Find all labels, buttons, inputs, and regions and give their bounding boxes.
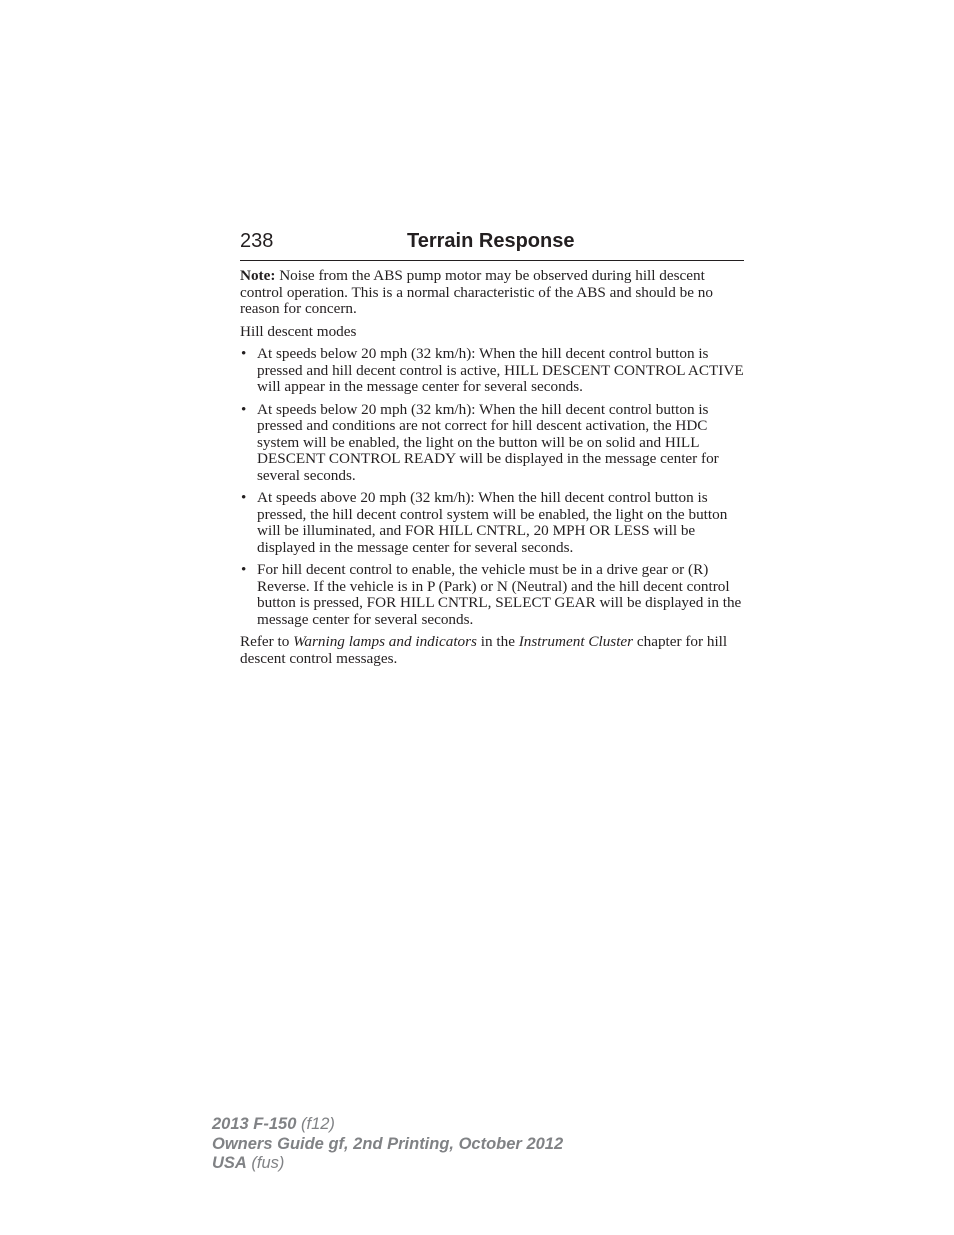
page-header	[240, 228, 744, 261]
list-item	[240, 562, 746, 628]
bullet-icon: •	[241, 400, 247, 418]
footer-market-line	[212, 1154, 563, 1174]
hill-descent-modes-list	[240, 346, 746, 628]
list-item	[240, 346, 746, 396]
reference-warning-lamps: Warning lamps and indicators	[293, 633, 477, 650]
modes-intro: Hill descent modes	[240, 322, 357, 340]
note-label: Note:	[240, 267, 276, 284]
footer-model: 2013 F-150	[212, 1115, 297, 1133]
note-paragraph	[240, 268, 746, 318]
bullet-icon: •	[241, 345, 247, 362]
list-item	[240, 402, 746, 485]
list-item-text: At speeds above 20 mph (32 km/h): When the hill decent control button is pressed, the hill decent control system will be enabled, the light on the button will be illuminated, and FOR HILL CNTRL, 20 MPH OR LESS will be displayed in the message center for several seconds.	[257, 489, 728, 556]
page-footer	[212, 1115, 563, 1174]
section-title: Terrain Response	[407, 230, 575, 252]
footer-market-code: (fus)	[246, 1154, 285, 1172]
footer-model-code: (f12)	[296, 1115, 335, 1133]
reference-suffix: chapter for hill descent control messages.	[240, 633, 728, 667]
list-item-text: For hill decent control to enable, the vehicle must be in a drive gear or (R) Reverse. If the vehicle is in P (Park) or N (Neutral) and the hill decent control button is pressed, FOR HILL CNTRL, SELECT GEAR will be displayed in the message center for several seconds.	[257, 561, 742, 628]
reference-instrument-cluster: Instrument Cluster	[518, 633, 634, 650]
footer-guide: Owners Guide gf, 2nd Printing, October 2012	[212, 1134, 564, 1153]
footer-market: USA	[212, 1154, 247, 1172]
list-item-text: At speeds below 20 mph (32 km/h): When the hill decent control button is pressed and conditions are not correct for hill descent activation, the HDC system will be enabled, the light on the button will be on solid and HILL DESCENT CONTROL READY will be displayed in the message center for several seconds.	[257, 400, 719, 484]
page-body	[240, 268, 746, 673]
reference-middle: in the	[476, 633, 519, 650]
reference-prefix: Refer to	[240, 633, 294, 650]
list-item-text: At speeds below 20 mph (32 km/h): When the hill decent control button is pressed and hill decent control is active, HILL DESCENT CONTROL ACTIVE will appear in the message center for several seconds.	[257, 345, 744, 395]
bullet-icon: •	[241, 561, 247, 578]
reference-paragraph	[240, 634, 746, 667]
note-text: Noise from the ABS pump motor may be observed during hill descent control operation. This is a normal characteristic of the ABS and should be no reason for concern.	[240, 267, 713, 317]
footer-model-line	[212, 1115, 563, 1135]
page-number: 238	[240, 230, 274, 252]
footer-guide-line	[212, 1135, 563, 1155]
list-item	[240, 490, 746, 556]
bullet-icon: •	[241, 489, 247, 506]
